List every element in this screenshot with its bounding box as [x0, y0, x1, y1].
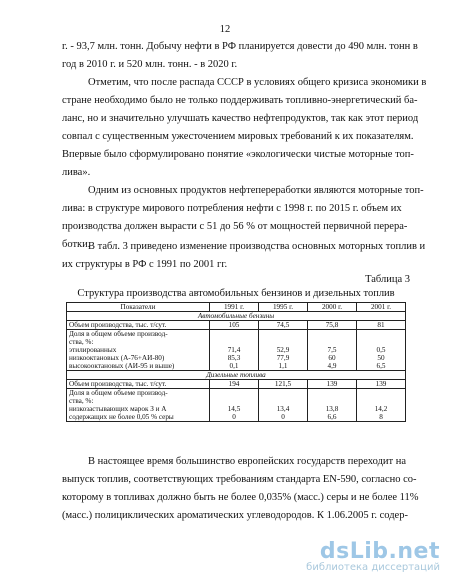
table-cell: 13,4 0 — [259, 389, 308, 422]
text-line: совпал с существенным ужесточением мировых требований к их показателям. — [62, 131, 414, 142]
table-cell: 52,9 77,9 1,1 — [259, 330, 308, 371]
header-cell: 2001 г. — [357, 303, 406, 312]
text-line: их структуры в РФ с 1991 по 2001 гг. — [62, 259, 228, 270]
watermark — [306, 539, 440, 573]
table-section-row — [67, 371, 406, 380]
row-label-line: Доля в общем объеме производ- — [69, 330, 168, 338]
text-line: выпуск топлив, соответствующих требованиям стандарта EN-590, согласно со- — [62, 474, 417, 485]
text-line: (масс.) полициклических ароматических углеводородов. К 1.06.2005 г. содер- — [62, 510, 408, 521]
row-label-line: низкооктановых (А-76+АИ-80) — [69, 354, 165, 362]
table-row — [67, 389, 406, 422]
table-header-row — [67, 303, 406, 312]
production-table — [66, 302, 406, 422]
table-cell: 14,2 8 — [357, 389, 406, 422]
table-cell: 74,5 — [259, 321, 308, 330]
text-line: ботки. — [62, 239, 91, 250]
table-section-row — [67, 312, 406, 321]
table-title: Структура производства автомобильных бензинов и дизельных топлив — [77, 288, 395, 299]
text-line: лива: в структуре мирового потребления нефти с 1998 г. по 2015 г. объем их — [62, 203, 402, 214]
table-cell: 75,8 — [308, 321, 357, 330]
text-line: год в 2010 г. и 520 млн. тонн. - в 2020 г. — [62, 59, 238, 70]
table-cell: 7,5 60 4,9 — [308, 330, 357, 371]
page-number: 12 — [219, 24, 231, 35]
watermark-logo: dsLib.net — [319, 539, 440, 564]
text-line: Впервые было сформулировано понятие «экологически чистые моторные топ- — [62, 149, 414, 160]
text-line: г. - 93,7 млн. тонн. Добычу нефти в РФ планируется довести до 490 млн. тонн в — [62, 41, 418, 52]
header-cell: Показатели — [67, 303, 210, 312]
text-line: В табл. 3 приведено изменение производства основных моторных топлив и — [88, 241, 426, 252]
text-line: ланс, но и значительно улучшать качество нефтепродуктов, так как этот период — [62, 113, 419, 124]
table-cell: 14,5 0 — [210, 389, 259, 422]
table-row — [67, 321, 406, 330]
table-row — [67, 380, 406, 389]
table-cell: 139 — [357, 380, 406, 389]
row-label-line: ства, %: — [69, 338, 94, 346]
section-gasoline: Автомобильные бензины — [67, 312, 406, 321]
text-line: которому в топливах должно быть не более 0,035% (масс.) серы и не более 11% — [62, 492, 419, 503]
row-label — [67, 330, 210, 371]
row-label-line: ства, %: — [69, 397, 94, 405]
table-cell: 71,4 85,3 0,1 — [210, 330, 259, 371]
row-label-line: Доля в общем объеме производ- — [69, 389, 168, 397]
row-label: Объем производства, тыс. т/сут. — [67, 321, 210, 330]
row-label — [67, 389, 210, 422]
text-line: Одним из основных продуктов нефтепереработки являются моторные топ- — [88, 185, 424, 196]
table-cell: 0,5 50 6,5 — [357, 330, 406, 371]
table-cell: 105 — [210, 321, 259, 330]
text-line: стране необходимо было не только поддерживать топливно-энергетический ба- — [62, 95, 418, 106]
table-label: Таблица 3 — [365, 274, 410, 285]
header-cell: 1991 г. — [210, 303, 259, 312]
row-label: Объем производства, тыс. т/сут. — [67, 380, 210, 389]
row-label-line: низкозастывающих марок З и А — [69, 405, 167, 413]
text-line: лива». — [62, 167, 91, 178]
table-cell: 13,8 6,6 — [308, 389, 357, 422]
section-diesel: Дизельные топлива — [67, 371, 406, 380]
text-line: производства должен вырасти с 51 до 56 % от мощностей первичной перера- — [62, 221, 408, 232]
header-cell: 1995 г. — [259, 303, 308, 312]
row-label-line: высокооктановых (АИ-95 и выше) — [69, 362, 175, 370]
table-cell: 121,5 — [259, 380, 308, 389]
text-line: Отметим, что после распада СССР в условиях общего кризиса экономики в — [88, 77, 427, 88]
table-cell: 139 — [308, 380, 357, 389]
header-cell: 2000 г. — [308, 303, 357, 312]
row-label-line: содержащих не более 0,05 % серы — [69, 413, 174, 421]
row-label-line: этилированных — [69, 346, 117, 354]
watermark-subtitle: библиотека диссертаций — [306, 562, 440, 573]
table-cell: 194 — [210, 380, 259, 389]
text-line: В настоящее время большинство европейских государств переходит на — [88, 456, 407, 467]
table-row — [67, 330, 406, 371]
table-cell: 81 — [357, 321, 406, 330]
